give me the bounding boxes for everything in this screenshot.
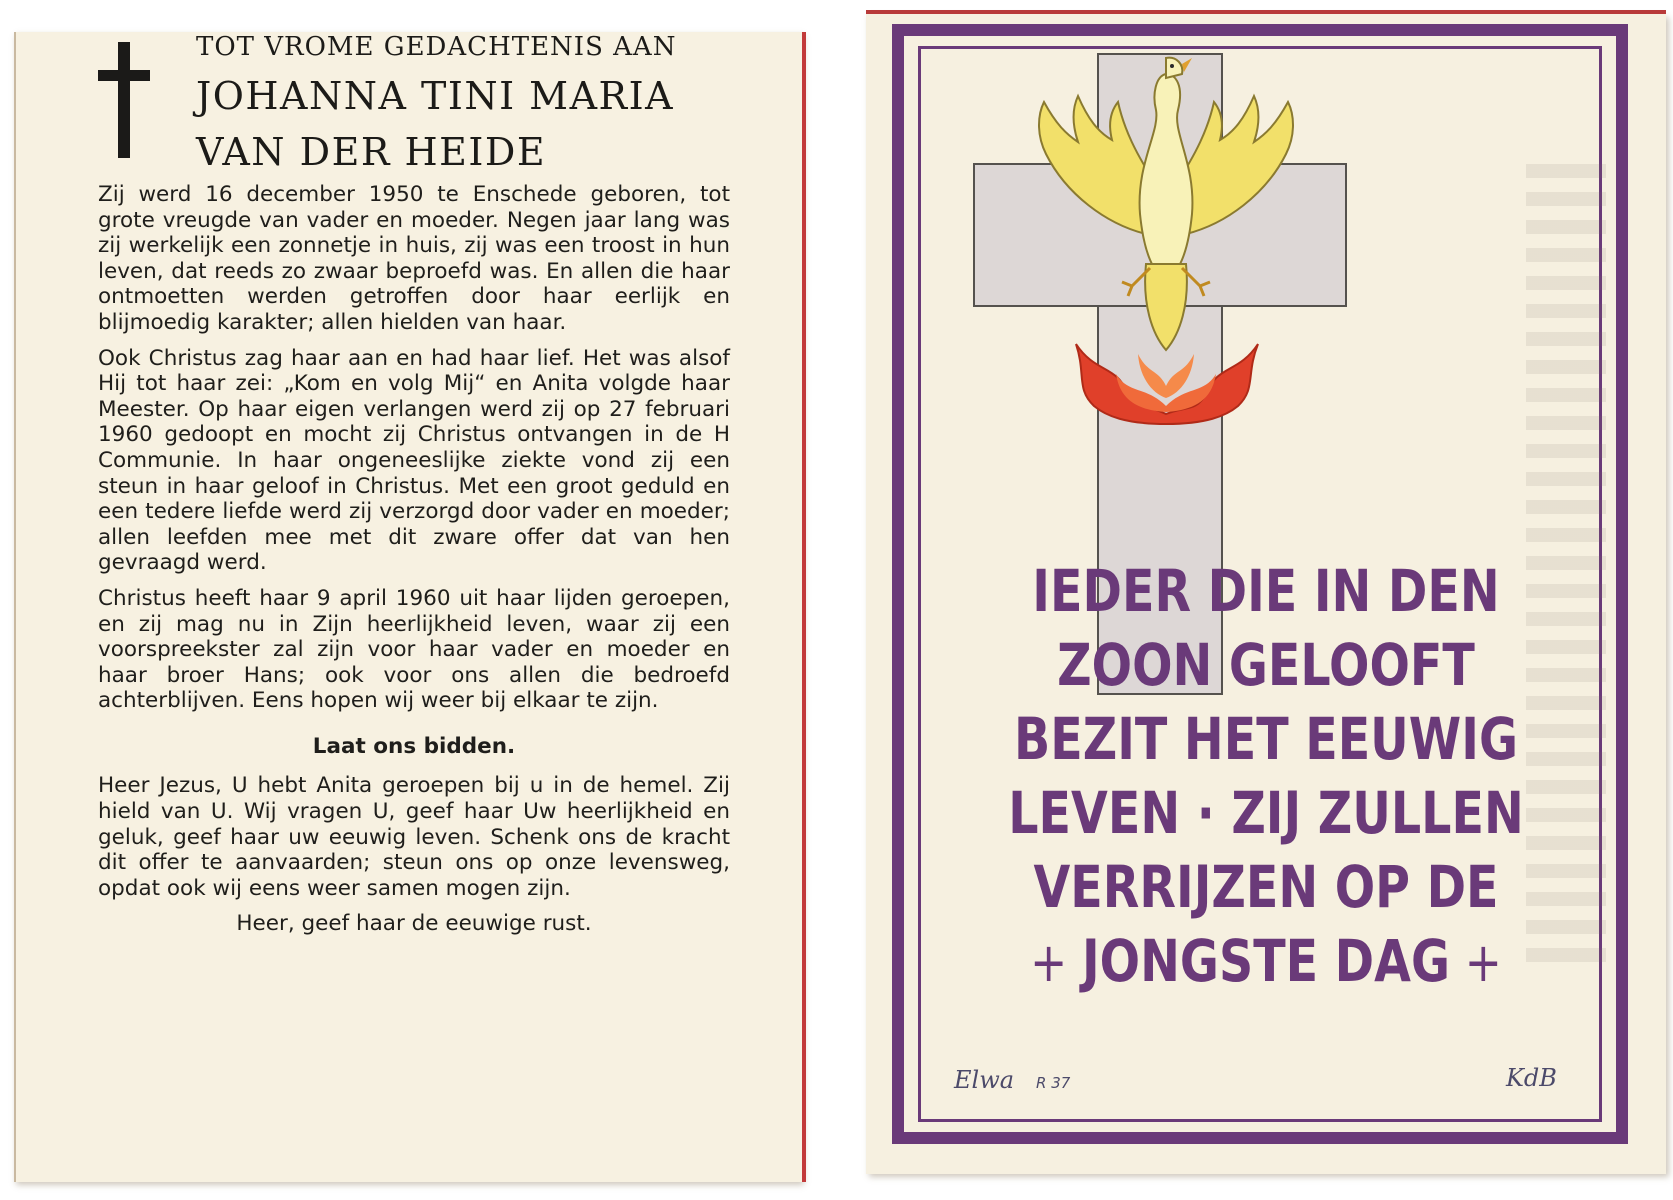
small-cross-icon: + — [1464, 931, 1502, 994]
prayer-title: Laat ons bidden. — [312, 733, 516, 759]
small-cross-icon: + — [1030, 931, 1068, 994]
verse-line-6 — [987, 924, 1545, 1000]
biography-text — [98, 182, 730, 947]
memorial-card-image-side — [866, 14, 1666, 1174]
prayer-text: Heer Jezus, U hebt Anita geroepen bij u in de hemel. Zij hield van U. Wij vragen U, geef haar Uw heerlijkheid en geluk, geef haar uw eeuwig leven. Schenk ons de kracht dit offer te aanvaarden; steun ons op onze levensweg, opdat ook wij eens weer samen mogen zijn. — [98, 773, 730, 901]
publisher-signature: Elwa — [954, 1066, 1015, 1094]
paragraph-death: Christus heeft haar 9 april 1960 uit haar lijden geroepen, en zij mag nu in Zijn heerlijkheid leven, waar zij een voorspreekster zal zijn voor haar vader en moeder en haar broer Hans; ook voor ons allen die bedroefd achterblijven. Eens hopen wij weer bij elkaar te zijn. — [98, 585, 730, 714]
verse-line-2: ZOON GELOOFT — [1057, 631, 1475, 699]
verse-last-words: JONGSTE DAG — [1081, 927, 1451, 995]
verse-line-1: IEDER DIE IN DEN — [1032, 557, 1500, 625]
memorial-card-text-side — [14, 32, 802, 1182]
bible-verse — [987, 554, 1545, 1000]
card-code: R 37 — [1036, 1074, 1071, 1092]
verse-line-5: VERRIJZEN OP DE — [1033, 853, 1499, 921]
closing-line: Heer, geef haar de eeuwige rust. — [236, 911, 592, 937]
deceased-name — [196, 68, 674, 180]
name-line-2: VAN DER HEIDE — [196, 130, 547, 174]
name-line-1: JOHANNA TINI MARIA — [196, 74, 675, 118]
card-edge — [802, 32, 806, 1182]
paragraph-birth: Zij werd 16 december 1950 te Enschede geboren, tot grote vreugde van vader en moeder. Negen jaar lang was zij werkelijk een zonnetje in huis, zij was een troost in hun leven, dat reeds zo zwaar beproefd was. En allen die haar ontmoetten werden getroffen door haar eerlijk en blijmoedig karakter; allen hielden van haar. — [98, 182, 730, 335]
verse-line-3: BEZIT HET EEUWIG — [1013, 705, 1518, 773]
dedication-heading: TOT VROME GEDACHTENIS AAN — [196, 32, 677, 62]
black-cross-icon — [94, 40, 154, 160]
paragraph-faith: Ook Christus zag haar aan en had haar lief. Het was alsof Hij tot haar zei: „Kom en volg Mij“ en Anita volgde haar Meester. Op haar eigen verlangen werd zij op 27 februari 1960 gedoopt en mocht zij Christus ontvangen in de H Communie. In haar ongeneeslijke ziekte vond zij een steun in haar geloof in Christus. Met een groot geduld en een tedere liefde werd zij verzorgd door vader en moeder; allen leefden mee met dit zware offer dat van hen gevraagd werd. — [98, 345, 730, 576]
artist-signature: KdB — [1506, 1064, 1557, 1092]
verse-line-4: LEVEN · ZIJ ZULLEN — [1008, 779, 1524, 847]
